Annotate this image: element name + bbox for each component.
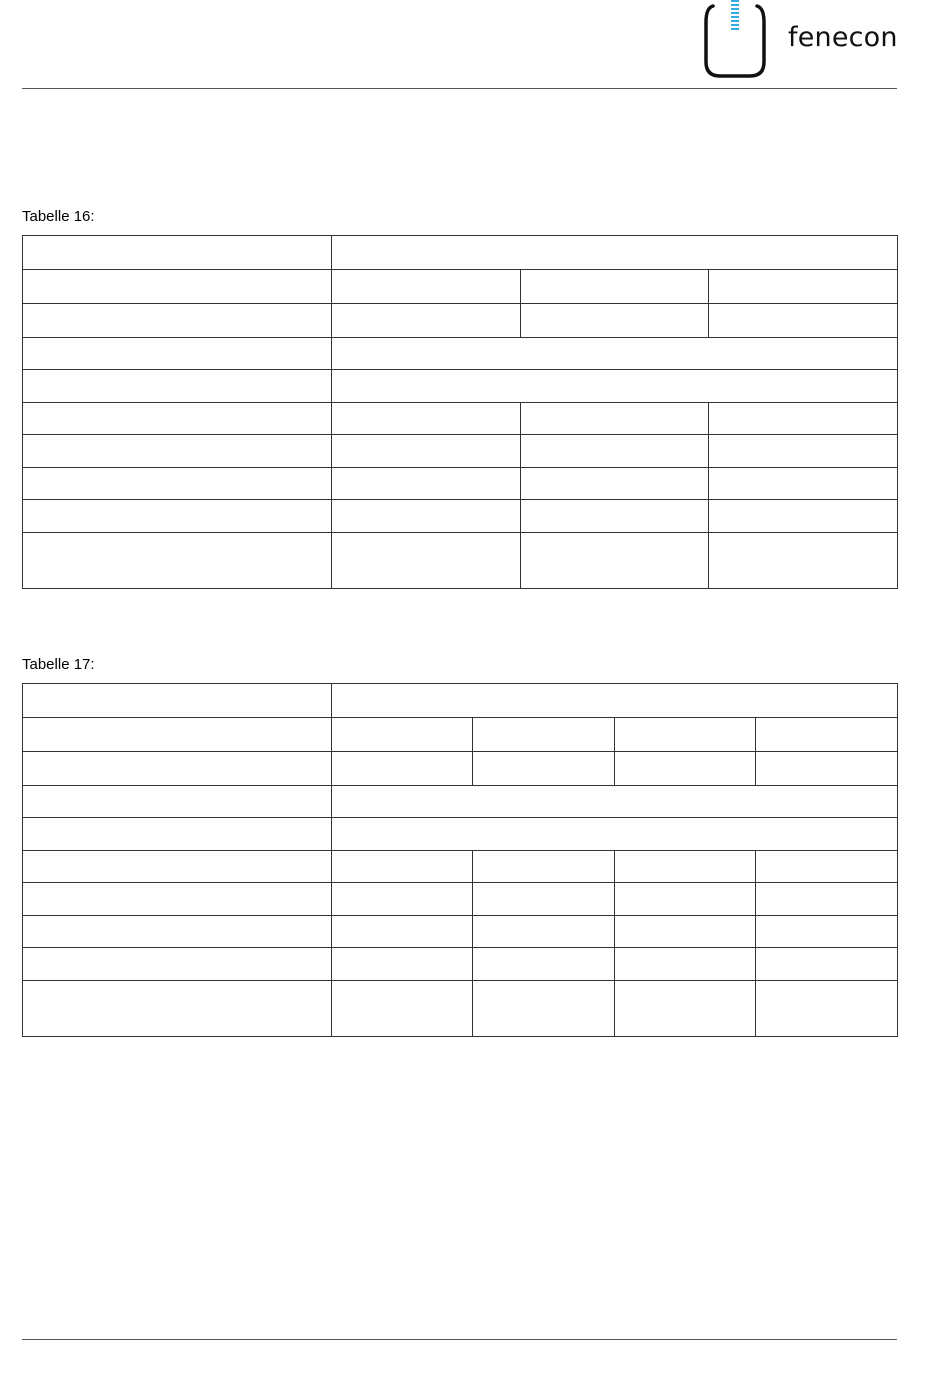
table-cell[interactable] xyxy=(332,468,521,500)
table-cell[interactable] xyxy=(23,752,332,786)
table-cell[interactable] xyxy=(332,684,898,718)
table-cell[interactable] xyxy=(23,403,332,435)
table-row xyxy=(23,883,898,916)
table-cell[interactable] xyxy=(473,916,615,948)
table-cell[interactable] xyxy=(332,338,898,370)
table-row xyxy=(23,435,898,468)
table-cell[interactable] xyxy=(332,270,521,304)
table-cell[interactable] xyxy=(521,533,709,589)
table-row xyxy=(23,851,898,883)
table-cell[interactable] xyxy=(332,435,521,468)
table-cell[interactable] xyxy=(23,981,332,1037)
table-row xyxy=(23,500,898,533)
table-cell[interactable] xyxy=(473,948,615,981)
table-cell[interactable] xyxy=(756,851,898,883)
table-cell[interactable] xyxy=(332,533,521,589)
table-cell[interactable] xyxy=(756,948,898,981)
table-row xyxy=(23,916,898,948)
table-cell[interactable] xyxy=(23,818,332,851)
table-cell[interactable] xyxy=(332,786,898,818)
table-cell[interactable] xyxy=(709,270,898,304)
table-row xyxy=(23,533,898,589)
table-16 xyxy=(22,235,898,589)
table-row xyxy=(23,468,898,500)
table-cell[interactable] xyxy=(521,270,709,304)
table-cell[interactable] xyxy=(332,851,473,883)
table-row xyxy=(23,304,898,338)
table-cell[interactable] xyxy=(756,883,898,916)
table-cell[interactable] xyxy=(709,500,898,533)
table-row xyxy=(23,818,898,851)
table-row xyxy=(23,752,898,786)
table-cell[interactable] xyxy=(521,403,709,435)
table-cell[interactable] xyxy=(615,981,756,1037)
table-cell[interactable] xyxy=(756,981,898,1037)
table-cell[interactable] xyxy=(332,752,473,786)
table-cell[interactable] xyxy=(473,883,615,916)
table-row xyxy=(23,718,898,752)
table-cell[interactable] xyxy=(332,718,473,752)
table-cell[interactable] xyxy=(756,752,898,786)
table-cell[interactable] xyxy=(332,883,473,916)
header-divider xyxy=(22,88,897,89)
table-cell[interactable] xyxy=(521,304,709,338)
table-cell[interactable] xyxy=(473,718,615,752)
table-row xyxy=(23,786,898,818)
table-cell[interactable] xyxy=(473,981,615,1037)
table-cell[interactable] xyxy=(23,718,332,752)
table-row xyxy=(23,684,898,718)
table-cell[interactable] xyxy=(332,916,473,948)
table-cell[interactable] xyxy=(23,533,332,589)
table-cell[interactable] xyxy=(23,338,332,370)
table-cell[interactable] xyxy=(332,304,521,338)
table-17 xyxy=(22,683,898,1037)
table-cell[interactable] xyxy=(23,370,332,403)
table-cell[interactable] xyxy=(615,948,756,981)
fenecon-battery-logo-icon xyxy=(703,0,767,80)
table-17-caption: Tabelle 17: xyxy=(22,656,95,673)
table-cell[interactable] xyxy=(332,948,473,981)
table-cell[interactable] xyxy=(709,403,898,435)
table-row xyxy=(23,338,898,370)
table-16-caption: Tabelle 16: xyxy=(22,208,95,225)
table-cell[interactable] xyxy=(709,435,898,468)
table-row xyxy=(23,403,898,435)
table-cell[interactable] xyxy=(23,851,332,883)
table-cell[interactable] xyxy=(332,370,898,403)
table-cell[interactable] xyxy=(332,981,473,1037)
table-cell[interactable] xyxy=(473,851,615,883)
table-cell[interactable] xyxy=(615,718,756,752)
table-cell[interactable] xyxy=(615,883,756,916)
table-cell[interactable] xyxy=(23,236,332,270)
table-cell[interactable] xyxy=(521,500,709,533)
table-cell[interactable] xyxy=(709,533,898,589)
logo-wordmark: fenecon xyxy=(788,22,898,53)
table-row xyxy=(23,981,898,1037)
company-logo xyxy=(703,0,898,80)
table-row xyxy=(23,236,898,270)
table-cell[interactable] xyxy=(521,435,709,468)
table-cell[interactable] xyxy=(332,500,521,533)
table-cell[interactable] xyxy=(23,684,332,718)
table-cell[interactable] xyxy=(23,304,332,338)
table-cell[interactable] xyxy=(332,403,521,435)
table-row xyxy=(23,948,898,981)
table-cell[interactable] xyxy=(332,818,898,851)
table-cell[interactable] xyxy=(709,468,898,500)
table-cell[interactable] xyxy=(23,786,332,818)
table-cell[interactable] xyxy=(23,916,332,948)
table-row xyxy=(23,270,898,304)
table-cell[interactable] xyxy=(332,236,898,270)
table-cell[interactable] xyxy=(23,948,332,981)
table-row xyxy=(23,370,898,403)
table-cell[interactable] xyxy=(23,500,332,533)
table-cell[interactable] xyxy=(615,752,756,786)
table-cell[interactable] xyxy=(615,916,756,948)
footer-divider xyxy=(22,1339,897,1340)
table-cell[interactable] xyxy=(756,916,898,948)
table-cell[interactable] xyxy=(23,435,332,468)
table-cell[interactable] xyxy=(521,468,709,500)
table-cell[interactable] xyxy=(23,468,332,500)
table-cell[interactable] xyxy=(23,883,332,916)
table-cell[interactable] xyxy=(615,851,756,883)
table-cell[interactable] xyxy=(709,304,898,338)
table-cell[interactable] xyxy=(756,718,898,752)
table-cell[interactable] xyxy=(473,752,615,786)
table-cell[interactable] xyxy=(23,270,332,304)
